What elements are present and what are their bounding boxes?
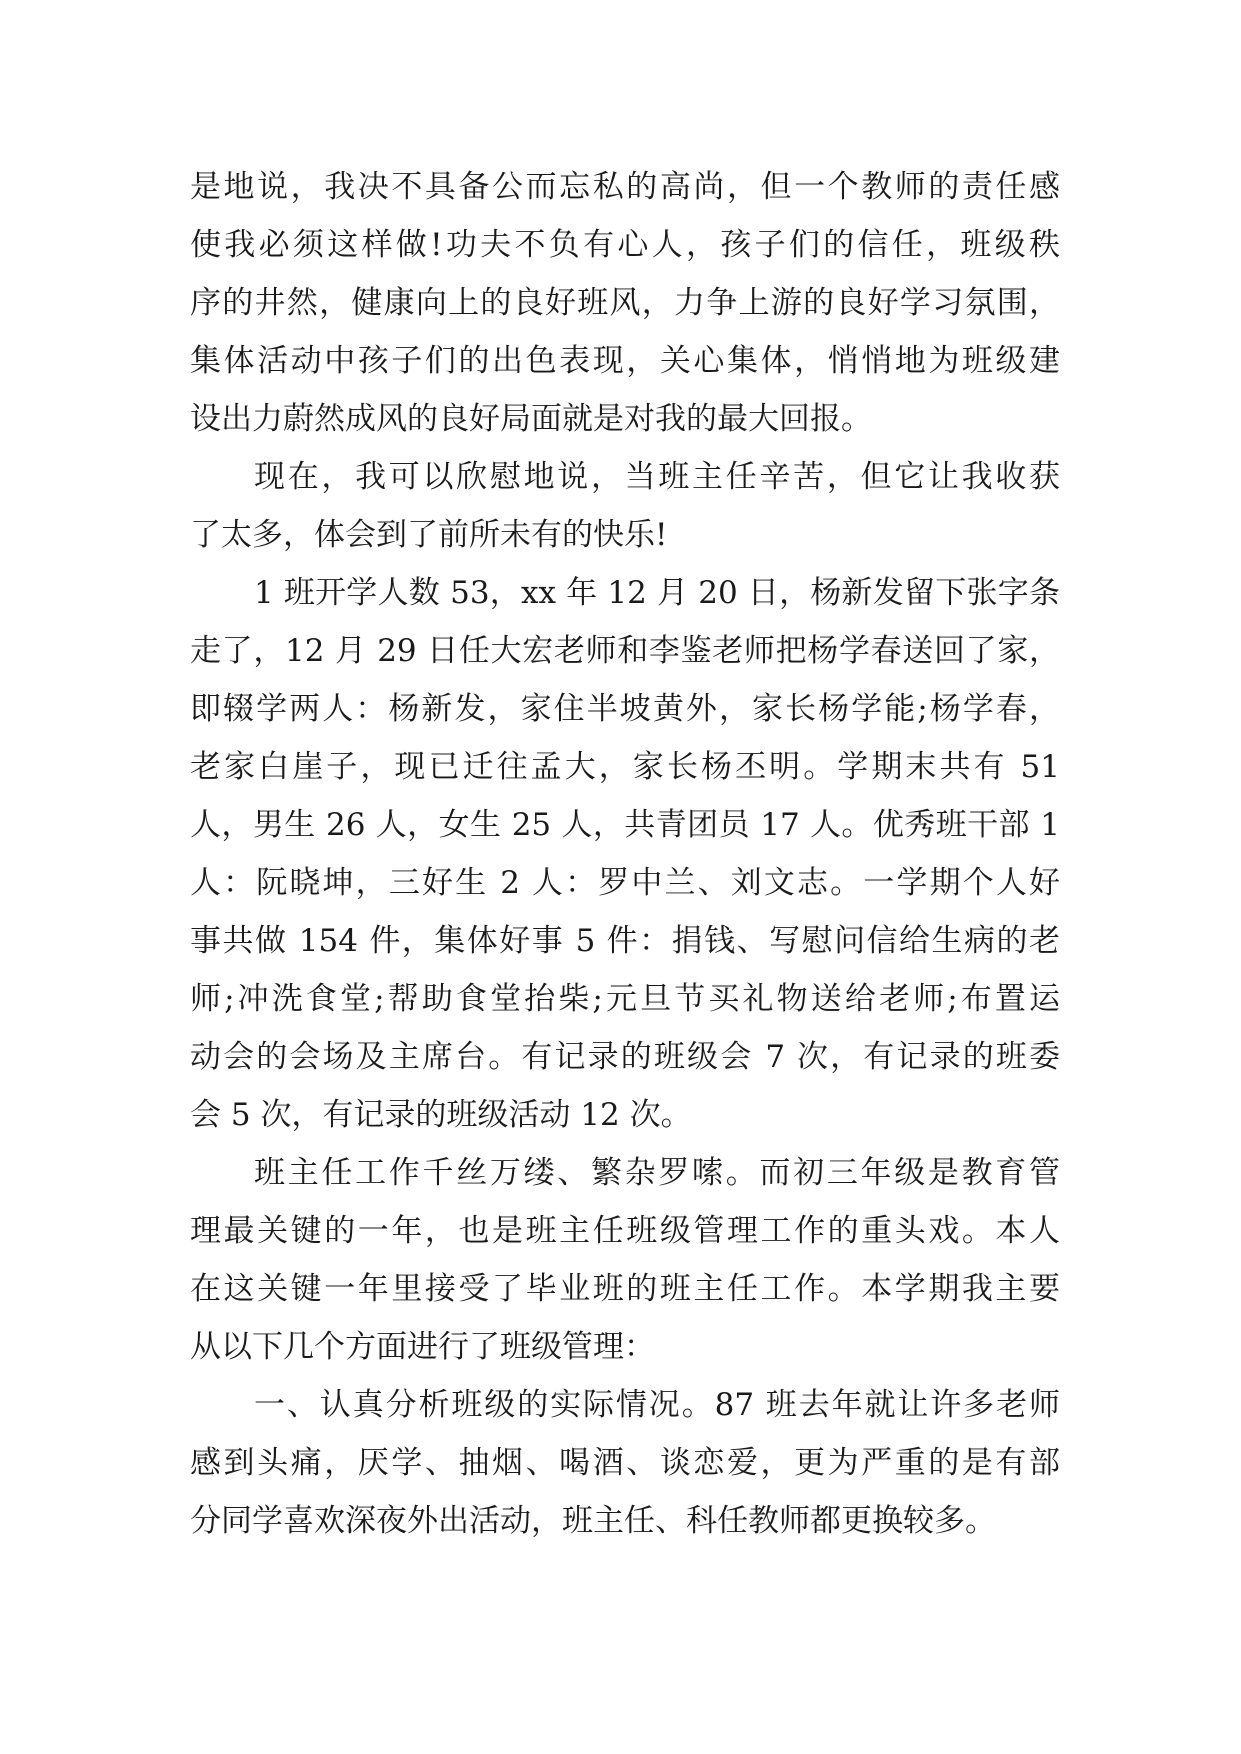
text-line: 是地说，我决不具备公而忘私的高尚，但一个教师的责任感 <box>190 169 1060 205</box>
paragraph-p2 <box>190 448 1060 564</box>
text-line: 序的井然，健康向上的良好班风，力争上游的良好学习氛围， <box>190 285 1060 321</box>
text-line: 分同学喜欢深夜外出活动，班主任、科任教师都更换较多。 <box>190 1503 996 1539</box>
text-line: 人，男生 26 人，女生 25 人，共青团员 17 人。优秀班干部 1 <box>190 807 1060 843</box>
text-line: 集体活动中孩子们的出色表现，关心集体，悄悄地为班级建 <box>190 343 1060 379</box>
text-line: 即辍学两人：杨新发，家住半坡黄外，家长杨学能;杨学春， <box>190 691 1060 727</box>
text-line: 会 5 次，有记录的班级活动 12 次。 <box>190 1097 692 1133</box>
text-line: 人：阮晓坤，三好生 2 人：罗中兰、刘文志。一学期个人好 <box>190 865 1060 901</box>
text-line: 事共做 154 件，集体好事 5 件：捐钱、写慰问信给生病的老 <box>190 923 1060 959</box>
text-line: 从以下几个方面进行了班级管理： <box>190 1329 655 1365</box>
text-line: 一、认真分析班级的实际情况。87 班去年就让许多老师 <box>254 1387 1060 1423</box>
text-line: 老家白崖子，现已迁往孟大，家长杨丕明。学期末共有 51 <box>190 749 1060 785</box>
paragraph-p4 <box>190 1144 1060 1376</box>
text-line: 设出力蔚然成风的良好局面就是对我的最大回报。 <box>190 401 872 437</box>
text-line: 1 班开学人数 53，xx 年 12 月 20 日，杨新发留下张字条 <box>254 575 1060 611</box>
paragraph-p1 <box>190 158 1060 448</box>
paragraph-p3 <box>190 564 1060 1144</box>
text-line: 使我必须这样做!功夫不负有心人，孩子们的信任，班级秩 <box>190 227 1060 263</box>
text-line: 了太多，体会到了前所未有的快乐! <box>190 517 668 553</box>
text-line: 感到头痛，厌学、抽烟、喝酒、谈恋爱，更为严重的是有部 <box>190 1445 1060 1481</box>
text-line: 在这关键一年里接受了毕业班的班主任工作。本学期我主要 <box>190 1271 1060 1307</box>
text-line: 师;冲洗食堂;帮助食堂抬柴;元旦节买礼物送给老师;布置运 <box>190 981 1060 1017</box>
text-line: 理最关键的一年，也是班主任班级管理工作的重头戏。本人 <box>190 1213 1060 1249</box>
text-line: 班主任工作千丝万缕、繁杂罗嗦。而初三年级是教育管 <box>254 1155 1060 1191</box>
paragraph-p5 <box>190 1376 1060 1550</box>
text-line: 动会的会场及主席台。有记录的班级会 7 次，有记录的班委 <box>190 1039 1060 1075</box>
document-body <box>190 158 1060 1550</box>
text-line: 走了，12 月 29 日任大宏老师和李鉴老师把杨学春送回了家， <box>190 633 1060 669</box>
text-line: 现在，我可以欣慰地说，当班主任辛苦，但它让我收获 <box>254 459 1060 495</box>
